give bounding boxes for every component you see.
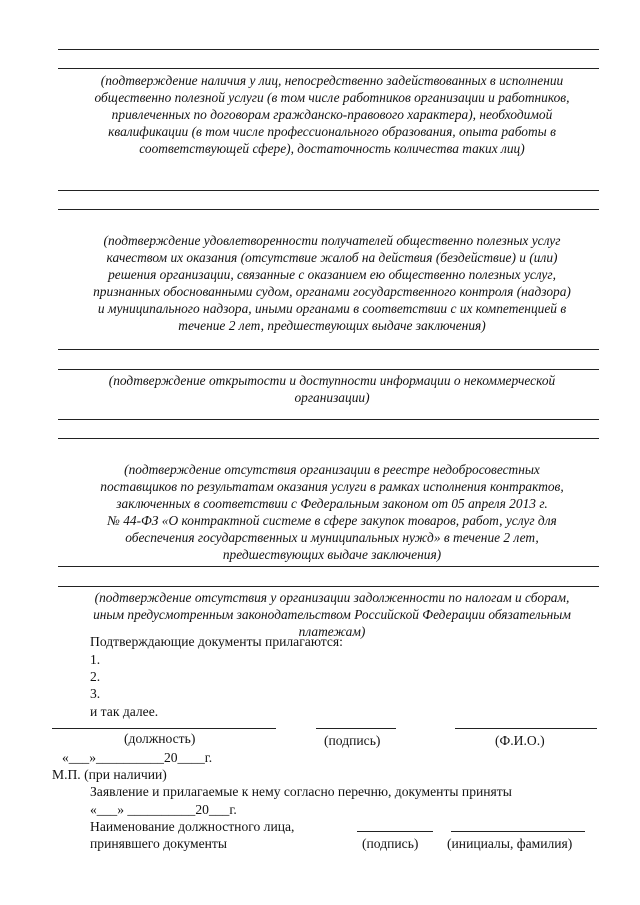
fill-line [58, 49, 599, 50]
caption-line: привлеченных по договорам гражданско-правового характера), необходимой [111, 107, 553, 122]
official-title-line1: Наименование должностного лица, [90, 819, 295, 834]
section-caption-recipient-satisfaction [62, 232, 602, 334]
acceptance-date: «___» __________20___г. [90, 802, 237, 817]
position-line [52, 728, 276, 729]
acceptance-name-label: (инициалы, фамилия) [447, 836, 573, 851]
caption-line: общественно полезной услуги (в том числе работников организации и работников, [94, 90, 570, 105]
caption-line: (подтверждение удовлетворенности получателей общественно полезных услуг [103, 233, 561, 248]
document-item-3: 3. [90, 686, 101, 701]
caption-line: предшествующих выдаче заключения) [222, 547, 442, 562]
caption-line: заключенных в соответствии с Федеральным законом от 05 апреля 2013 г. [116, 496, 548, 511]
caption-line: платежам) [298, 624, 366, 639]
official-title-line2: принявшего документы [90, 836, 227, 851]
caption-line: (подтверждение открытости и доступности информации о некоммерческой [108, 373, 556, 388]
caption-line: (подтверждение отсутствия у организации задолженности по налогам и сборам, [94, 590, 570, 605]
fill-line [58, 369, 599, 370]
documents-etc: и так далее. [90, 704, 159, 719]
name-line [455, 728, 597, 729]
seal-label: М.П. (при наличии) [52, 767, 167, 782]
acceptance-signature-line [357, 831, 433, 832]
caption-line: течение 2 лет, предшествующих выдаче заключения) [178, 318, 486, 333]
caption-line: обеспечения государственных и муниципальных нужд» в течение 2 лет, [125, 530, 539, 545]
caption-line: (подтверждение отсутствия организации в реестре недобросовестных [124, 462, 540, 477]
caption-line: и муниципального надзора, иными органами в соответствии с их компетенцией в [97, 301, 567, 316]
caption-line: решения организации, связанные с оказанием ею общественно полезных услуг, [108, 267, 556, 282]
section-caption-information-openness [62, 372, 602, 406]
caption-line: квалификации (в том числе профессионального образования, опыта работы в [108, 124, 556, 139]
caption-line: соответствующей сфере), достаточность количества таких лиц) [139, 141, 525, 156]
caption-line: организации) [294, 390, 370, 405]
fill-line [58, 438, 599, 439]
fill-line [58, 349, 599, 350]
acceptance-signature-label: (подпись) [362, 836, 419, 851]
signature-date: «___»__________20____г. [62, 750, 213, 765]
document-item-2: 2. [90, 669, 101, 684]
acceptance-statement: Заявление и прилагаемые к нему согласно перечню, документы приняты [90, 784, 512, 799]
acceptance-name-line [451, 831, 585, 832]
signature-line [316, 728, 396, 729]
caption-line: поставщиков по результатам оказания услуги в рамках исполнения контрактов, [100, 479, 564, 494]
fill-line [58, 190, 599, 191]
fill-line [58, 419, 599, 420]
document-item-1: 1. [90, 652, 101, 667]
caption-line: признанных обоснованными судом, органами государственного контроля (надзора) [93, 284, 571, 299]
fill-line [58, 68, 599, 69]
fill-line [58, 209, 599, 210]
name-label: (Ф.И.О.) [495, 733, 545, 748]
fill-line [58, 566, 599, 567]
section-caption-staff-qualification [62, 72, 602, 157]
section-caption-supplier-registry [62, 461, 602, 563]
documents-heading: Подтверждающие документы прилагаются: [90, 634, 343, 649]
caption-line: (подтверждение наличия у лиц, непосредственно задействованных в исполнении [100, 73, 564, 88]
caption-line: иным предусмотренным законодательством Российской Федерации обязательным [93, 607, 571, 622]
position-label: (должность) [124, 731, 196, 746]
caption-line: качеством их оказания (отсутствие жалоб на действия (бездействие) и (или) [106, 250, 558, 265]
caption-line: № 44-ФЗ «О контрактной системе в сфере закупок товаров, работ, услуг для [107, 513, 557, 528]
signature-label: (подпись) [324, 733, 381, 748]
fill-line [58, 586, 599, 587]
